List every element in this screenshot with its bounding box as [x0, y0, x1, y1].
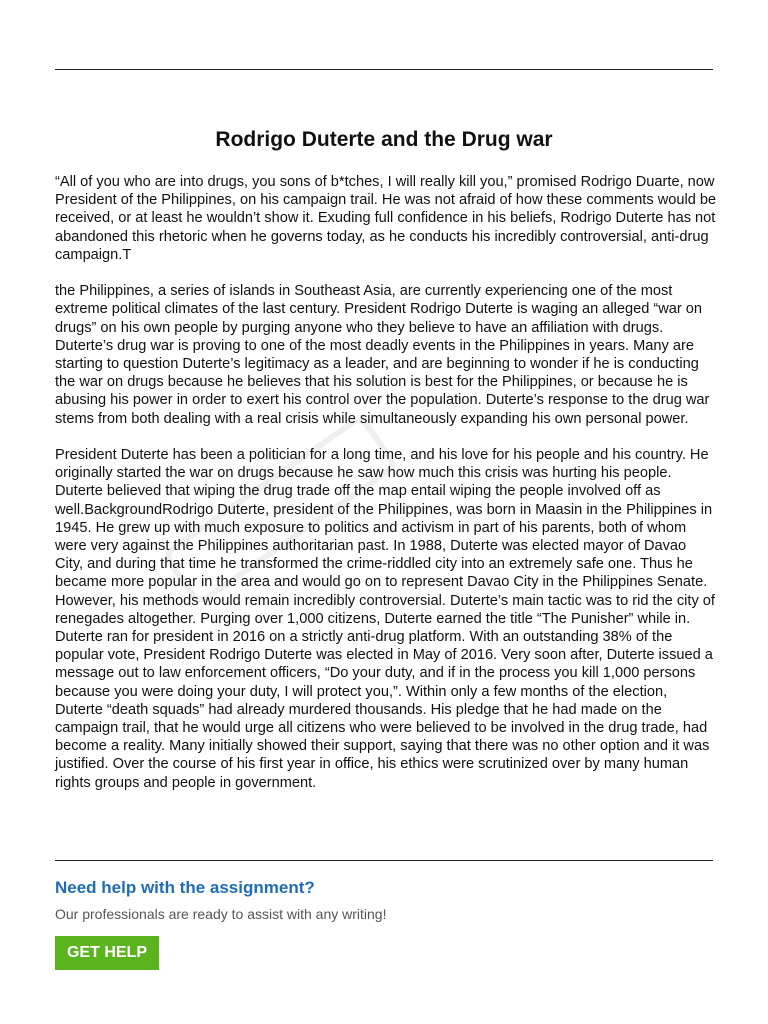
paragraph-1: “All of you who are into drugs, you sons of b*tches, I will really kill you,” promised Rodrigo Duarte, now President of the Philippines, on his campaign trail. He was not afraid of how these comments would be received, or at least he wouldn’t show it. Exuding full confidence in his beliefs, Rodrigo Duterte has not abandoned this rhetoric when he governs today, as he conducts his incredibly controversial, anti-drug campaign.T [55, 174, 717, 263]
help-heading: Need help with the assignment? [55, 878, 315, 897]
document-body [55, 173, 717, 810]
bottom-divider [55, 860, 713, 861]
get-help-button[interactable]: GET HELP [55, 936, 159, 970]
top-divider [55, 69, 713, 70]
paragraph-3: President Duterte has been a politician for a long time, and his love for his people and his country. He originally started the war on drugs because he saw how much this crisis was hurting his people. Duterte believed that wiping the drug trade off the map entail wiping the people involved off as well.BackgroundRodrigo Duterte, president of the Philippines, was born in Maasin in the Philippines in 1945. He grew up with much exposure to politics and activism in part of his parents, both of whom were very against the Philippines authoritarian past. In 1988, Duterte was elected mayor of Davao City, and during that time he transformed the crime-riddled city into an extremely safe one. Thus he became more popular in the area and would go on to represent Davao City in the Philippines Senate. However, his methods would remain incredibly controversial. Duterte’s main tactic was to rid the city of renegades altogether. Purging over 1,000 citizens, Duterte earned the title “The Punisher” while in. Duterte ran for president in 2016 on a strictly anti-drug platform. With an outstanding 38% of the popular vote, President Rodrigo Duterte was elected in May of 2016. Very soon after, Duterte issued a message out to law enforcement officers, “Do your duty, and if in the process you kill 1,000 persons because you were doing your duty, I will protect you,”. Within only a few months of the election, Duterte “death squads” had already murdered thousands. His pledge that he had made on the campaign trail, that he would urge all citizens who were believed to be involved in the drug trade, had become a reality. Many initially showed their support, saying that there was no other option and it was justified. Over the course of his first year in office, his ethics were scrutinized over by many human rights groups and people in government. [55, 447, 715, 791]
document-title: Rodrigo Duterte and the Drug war [215, 128, 553, 151]
paragraph-2: the Philippines, a series of islands in Southeast Asia, are currently experiencing one of the most extreme political climates of the last century. President Rodrigo Duterte is waging an alleged “war on drugs” on his own people by purging anyone who they believe to have an affiliation with drugs. Duterte’s drug war is proving to one of the most deadly events in the Philippines in years. Many are starting to question Duterte’s legitimacy as a leader, and are beginning to wonder if he is conducting the war on drugs because he believes that his solution is best for the Philippines, or because he is abusing his power in order to exert his control over the population. Duterte’s response to the drug war stems from both dealing with a real crisis while simultaneously expanding his own personal power. [55, 283, 710, 427]
help-subtext: Our professionals are ready to assist with any writing! [55, 906, 387, 922]
